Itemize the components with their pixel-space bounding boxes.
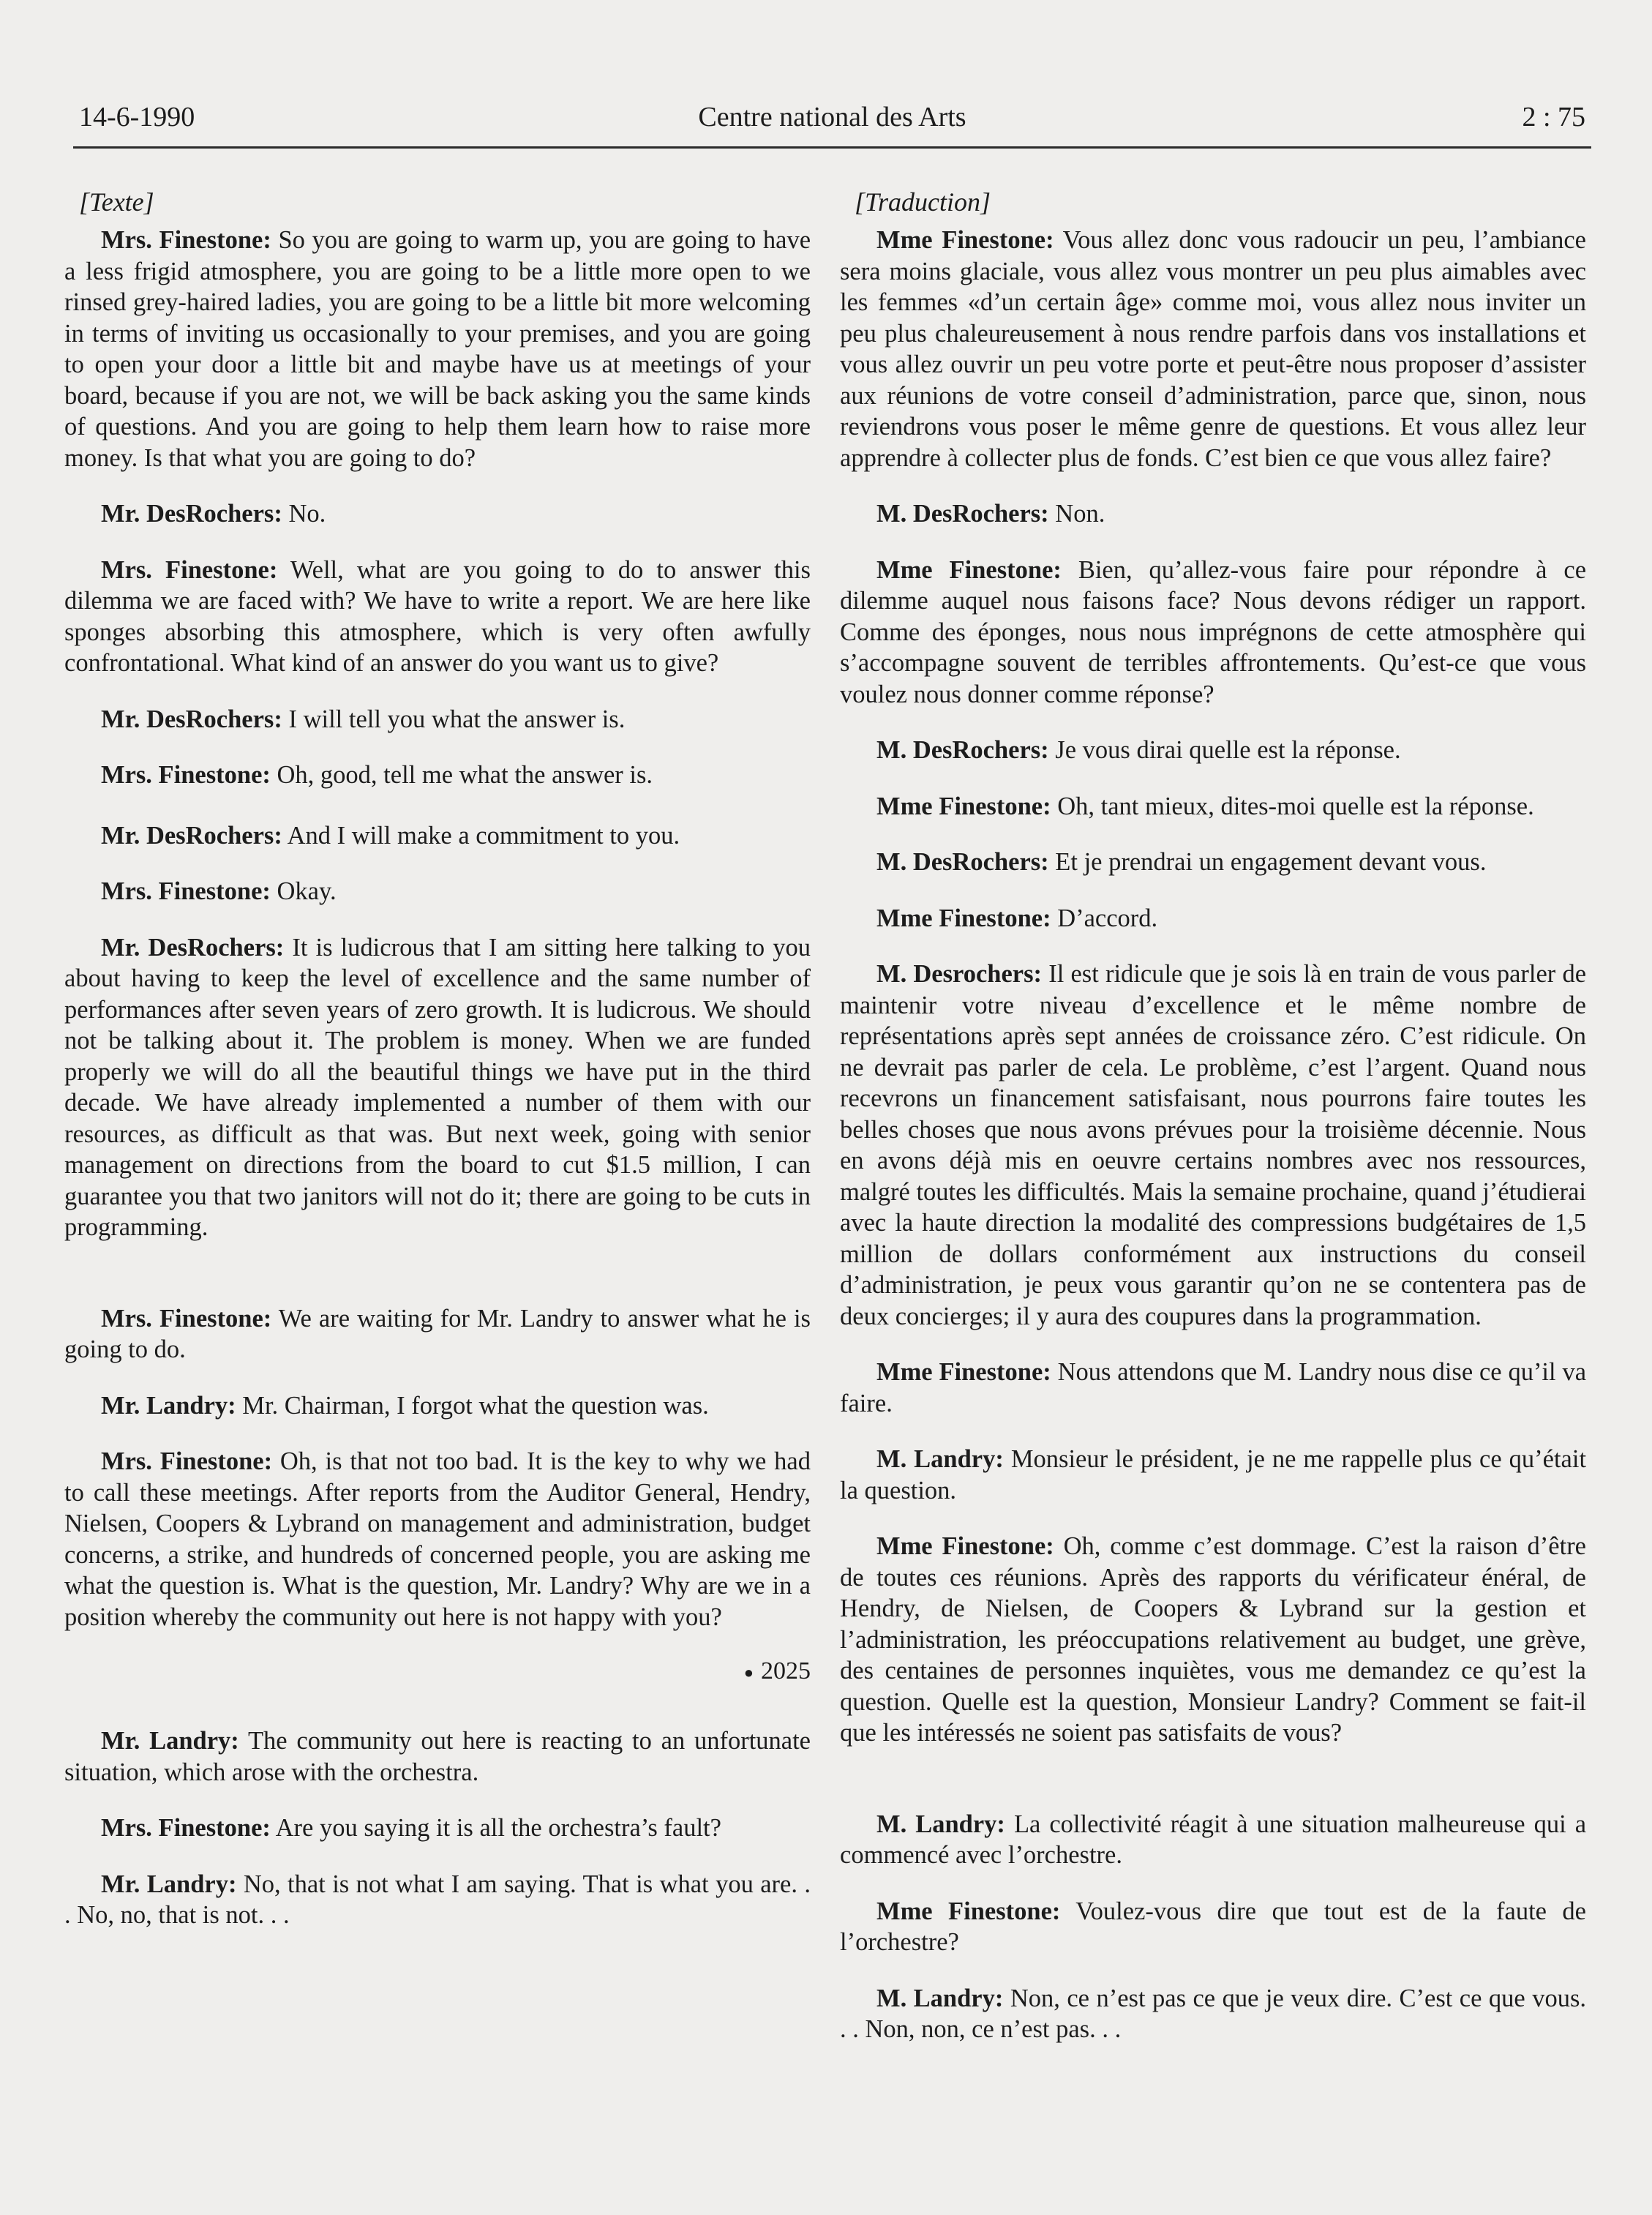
speaker: Mr. Landry: bbox=[101, 1727, 239, 1755]
speech: So you are going to warm up, you are going to have a less frigid atmosphere, you are going to be a little more open to we rinsed grey-haired ladies, you are going to be a little bit more welcoming in terms of inviting us occasionally to your premises, and you are going to open your door a little bit and maybe have us at meetings of your board, because if you are not, we will be back asking you the same kinds of questions. And you are going to help them learn how to raise more money. Is that what you are going to do? bbox=[64, 226, 811, 472]
paragraph bbox=[64, 760, 811, 791]
page-header bbox=[73, 95, 1591, 149]
paragraph bbox=[64, 1390, 811, 1422]
speech: Non. bbox=[1055, 500, 1105, 528]
paragraph bbox=[64, 1813, 811, 1844]
speech: Oh, comme c’est dommage. C’est la raison d’être de toutes ces réunions. Après des rapports du vérificateur énéral, de Hendry, de Nielsen, de Coopers & Lybrand sur la gestion et l’administration, les préoccupations relativement au budget, une grève, des centaines de personnes inquiètes, vous me demandez ce qu’est la question. Quelle est la question, Monsieur Landry? Comment se fait-il que les intéressés ne soient pas satisfaits de vous? bbox=[840, 1532, 1586, 1747]
paragraph bbox=[840, 959, 1586, 1332]
paragraph bbox=[840, 1983, 1586, 2045]
paragraph bbox=[840, 1896, 1586, 1958]
bullet-icon: ● bbox=[743, 1663, 754, 1682]
paragraph bbox=[840, 498, 1586, 530]
paragraph bbox=[64, 932, 811, 1243]
speaker: M. DesRochers: bbox=[876, 736, 1049, 764]
speech: Voulez-vous dire que tout est de la faute de l’orchestre? bbox=[840, 1897, 1586, 1956]
speaker: Mme Finestone: bbox=[876, 1897, 1061, 1925]
speech: Bien, qu’allez-vous faire pour répondre à ce dilemme auquel nous faisons face? Nous devons rédiger un rapport. Comme des éponges, nous nous imprégnons de cette atmosphère qui s’accompagne souvent de terribles affrontements. Qu’est-ce que vous voulez nous donner comme réponse? bbox=[840, 555, 1587, 708]
speech: Je vous dirai quelle est la réponse. bbox=[1055, 736, 1401, 764]
paragraph bbox=[840, 847, 1586, 878]
paragraph bbox=[64, 555, 811, 679]
english-column bbox=[64, 187, 811, 1956]
paragraph bbox=[64, 1303, 811, 1365]
speech: I will tell you what the answer is. bbox=[288, 705, 626, 733]
paragraph bbox=[64, 876, 811, 907]
header-date: 14-6-1990 bbox=[79, 102, 195, 132]
speech: No. bbox=[288, 500, 326, 528]
paragraph bbox=[64, 1725, 811, 1788]
speaker: Mr. DesRochers: bbox=[101, 821, 282, 850]
paragraph bbox=[840, 1531, 1586, 1749]
speech: Et je prendrai un engagement devant vous. bbox=[1055, 848, 1487, 876]
speech: Oh, is that not too bad. It is the key to why we had to call these meetings. After reports from the Auditor General, Hendry, Nielsen, Coopers & Lybrand on management and administration, budget concerns, a strike, and hundreds of concerned people, you are asking me what the question is. What is the question, Mr. Landry? Why are we in a position whereby the community out here is not happy with you? bbox=[64, 1447, 811, 1631]
paragraph bbox=[64, 498, 811, 530]
speaker: Mr. DesRochers: bbox=[101, 933, 285, 962]
speech: Il est ridicule que je sois là en train de vous parler de maintenir votre niveau d’excellence et le même nombre de représentations après sept années de croissance zéro. C’est ridicule. On ne devrait pas parler de cela. Le problème, c’est l’argent. Quand nous recevrons un financement satisfaisant, nous pourrons faire toutes les belles choses que nous avons prévues pour la troisième décennie. Nous en avons déjà mis en oeuvre certains nombres avec nos ressources, malgré toutes les difficultés. Mais la semaine prochaine, quand j’étudierai avec la haute direction la modalité des compressions budgétaires de 1,5 million de dollars conformément aux instructions du conseil d’administration, je peux vous garantir qu’on ne se contentera pas de deux concierges; il y aura des coupures dans la programmation. bbox=[840, 960, 1587, 1330]
paragraph bbox=[840, 1809, 1586, 1871]
speech: Mr. Chairman, I forgot what the question was. bbox=[242, 1391, 709, 1420]
speaker: Mrs. Finestone: bbox=[101, 761, 271, 789]
speaker: Mme Finestone: bbox=[876, 904, 1051, 932]
speaker: Mrs. Finestone: bbox=[101, 226, 271, 254]
speech: It is ludicrous that I am sitting here talking to you about having to keep the level of excellence and the same number of performances after seven years of zero growth. It is ludicrous. We should not be talking about it. The problem is money. When we are funded properly we will do all the beautiful things we have put in the third decade. We have already implemented a number of them with our resources, as difficult as that was. But next week, going with senior management on directions from the board to cut $1.5 million, I can guarantee you that two janitors will not do it; there are going to be cuts in programming. bbox=[64, 933, 811, 1241]
speech: We are waiting for Mr. Landry to answer what he is going to do. bbox=[64, 1304, 811, 1363]
paragraph bbox=[64, 1446, 811, 1633]
speaker: Mr. DesRochers: bbox=[101, 705, 282, 733]
language-label: [Traduction] bbox=[855, 187, 991, 217]
speech: The community out here is reacting to an unfortunate situation, which arose with the orchestra. bbox=[64, 1727, 811, 1786]
speech: Vous allez donc vous radoucir un peu, l’ambiance sera moins glaciale, vous allez vous montrer un peu plus aimables avec les femmes «d’un certain âge» comme moi, vous allez nous inviter un peu plus chaleureusement à nous rendre parfois dans vos installations et vous allez ouvrir un peu votre porte et peut-être nous proposer d’assister aux réunions de votre conseil d’administration, parce que, sinon, nous reviendrons vous poser le même genre de questions. Et vous allez leur apprendre à collecter plus de fonds. C’est bien ce que vous allez faire? bbox=[840, 226, 1586, 472]
paragraph bbox=[840, 225, 1586, 473]
paragraph bbox=[840, 791, 1586, 822]
speech: Oh, good, tell me what the answer is. bbox=[277, 761, 653, 789]
paragraph bbox=[840, 1357, 1586, 1419]
marker-number: 2025 bbox=[761, 1657, 811, 1684]
speaker: M. Landry: bbox=[876, 1984, 1004, 2012]
speech: And I will make a commitment to you. bbox=[287, 821, 680, 850]
page-number: 2 : 75 bbox=[1522, 102, 1585, 132]
speaker: Mr. Landry: bbox=[101, 1391, 236, 1420]
speaker: Mr. Landry: bbox=[101, 1870, 237, 1898]
speaker: Mrs. Finestone: bbox=[101, 1304, 272, 1333]
paragraph bbox=[840, 903, 1586, 934]
header-title: Centre national des Arts bbox=[698, 102, 966, 132]
speech: No, that is not what I am saying. That is what you are. . . No, no, that is not. . . bbox=[64, 1870, 811, 1929]
speaker: M. Landry: bbox=[876, 1445, 1004, 1473]
page-marker bbox=[64, 1657, 811, 1685]
speech: Non, ce n’est pas ce que je veux dire. C’est ce que vous. . . Non, non, ce n’est pas. . . bbox=[840, 1984, 1587, 2043]
speaker: Mr. DesRochers: bbox=[101, 500, 282, 528]
paragraph bbox=[840, 735, 1586, 766]
speech: Are you saying it is all the orchestra’s fault? bbox=[275, 1814, 721, 1842]
speaker: Mme Finestone: bbox=[876, 792, 1051, 820]
speaker: Mrs. Finestone: bbox=[101, 877, 271, 905]
speaker: M. DesRochers: bbox=[876, 500, 1049, 528]
paragraph bbox=[840, 555, 1586, 711]
language-label: [Texte] bbox=[79, 187, 154, 217]
speaker: M. Landry: bbox=[876, 1810, 1005, 1838]
speaker: M. Desrochers: bbox=[876, 960, 1043, 988]
speaker: Mrs. Finestone: bbox=[101, 1814, 271, 1842]
paragraph bbox=[64, 1869, 811, 1931]
speech: D’accord. bbox=[1057, 904, 1158, 932]
speech: Oh, tant mieux, dites-moi quelle est la réponse. bbox=[1057, 792, 1534, 820]
speaker: Mrs. Finestone: bbox=[101, 555, 278, 584]
paragraph bbox=[64, 225, 811, 473]
speech: Nous attendons que M. Landry nous dise ce qu’il va faire. bbox=[840, 1358, 1587, 1417]
speaker: Mme Finestone: bbox=[876, 555, 1062, 584]
speech: Monsieur le président, je ne me rappelle plus ce qu’était la question. bbox=[840, 1445, 1587, 1504]
paragraph bbox=[840, 1444, 1586, 1506]
speaker: Mrs. Finestone: bbox=[101, 1447, 273, 1475]
speaker: Mme Finestone: bbox=[876, 226, 1054, 254]
paragraph bbox=[64, 704, 811, 735]
speech: La collectivité réagit à une situation malheureuse qui a commencé avec l’orchestre. bbox=[840, 1810, 1587, 1869]
paragraph bbox=[64, 820, 811, 852]
speech: Okay. bbox=[277, 877, 337, 905]
speaker: Mme Finestone: bbox=[876, 1532, 1054, 1560]
speaker: Mme Finestone: bbox=[876, 1358, 1051, 1386]
speech: Well, what are you going to do to answer this dilemma we are faced with? We have to write a report. We are here like sponges absorbing this atmosphere, which is very often awfully confrontational. What kind of an answer do you want us to give? bbox=[64, 555, 811, 677]
french-column bbox=[840, 187, 1586, 2070]
speaker: M. DesRochers: bbox=[876, 848, 1049, 876]
